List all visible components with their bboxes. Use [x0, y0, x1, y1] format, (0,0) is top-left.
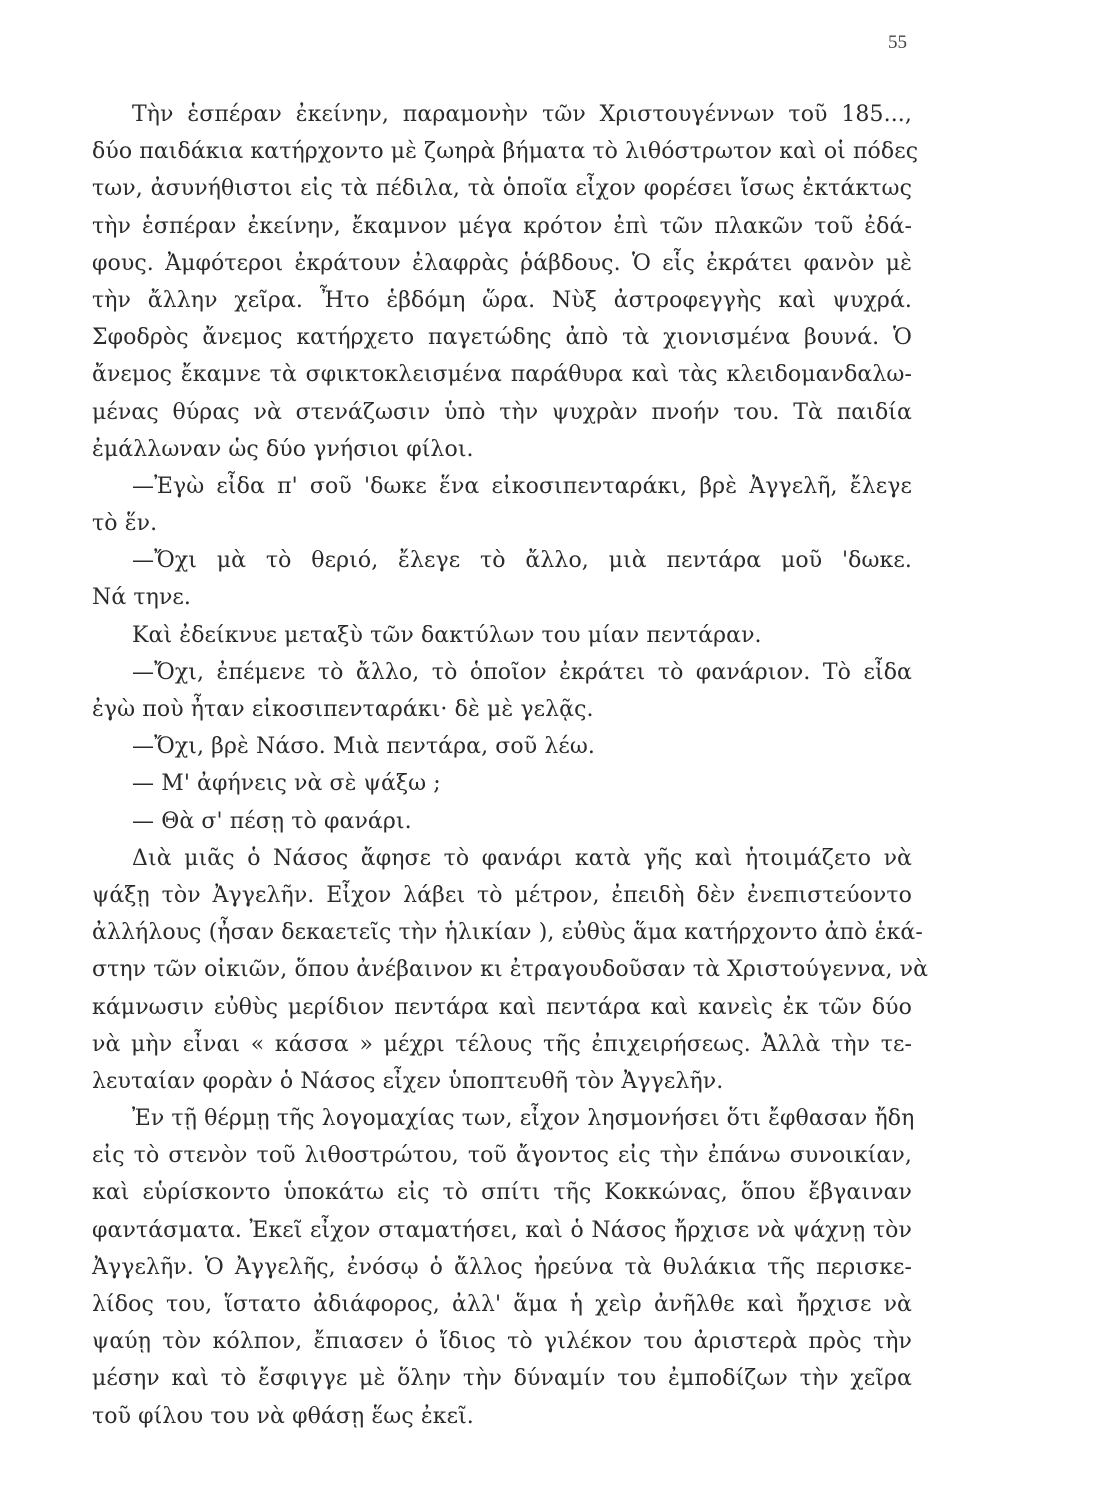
text-line: Σφοδρὸς ἄνεμος κατήρχετο παγετώδης ἀπὸ τὰ χιονισμένα βουνά. Ὁ: [92, 325, 912, 351]
text-line: μέσην καὶ τὸ ἔσφιγγε μὲ ὅλην τὴν δύναμίν του ἐμποδίζων τὴν χεῖρα: [92, 1366, 912, 1392]
text-line: φαντάσματα. Ἐκεῖ εἶχον σταματήσει, καὶ ὁ Νάσος ἤρχισε νὰ ψάχνῃ τὸν: [92, 1217, 912, 1243]
text-line: Ἐν τῇ θέρμῃ τῆς λογομαχίας των, εἶχον λησμονήσει ὅτι ἔφθασαν ἤδη: [132, 1106, 915, 1132]
text-line: ἐμάλλωναν ὡς δύο γνήσιοι φίλοι.: [92, 436, 474, 462]
text-line: — Μ' ἀφήνεις νὰ σὲ ψάξω ;: [132, 771, 441, 797]
text-line: Ἀγγελῆν. Ὁ Ἀγγελῆς, ἐνόσῳ ὁ ἄλλος ἠρεύνα τὰ θυλάκια τῆς περισκε-: [92, 1254, 912, 1280]
text-line: στην τῶν οἰκιῶν, ὅπου ἀνέβαινον κι ἐτραγουδοῦσαν τὰ Χριστούγεννα, νὰ: [92, 957, 929, 983]
text-line: ψάξῃ τὸν Ἀγγελῆν. Εἶχον λάβει τὸ μέτρον, ἐπειδὴ δὲν ἐνεπιστεύοντο: [92, 882, 912, 908]
text-line: φους. Ἀμφότεροι ἐκράτουν ἐλαφρὰς ῥάβδους. Ὁ εἷς ἐκράτει φανὸν μὲ: [92, 250, 912, 276]
text-line: ψαύῃ τὸν κόλπον, ἔπιασεν ὁ ἴδιος τὸ γιλέκον του ἀριστερὰ πρὸς τὴν: [92, 1329, 912, 1355]
text-line: των, ἀσυνήθιστοι εἰς τὰ πέδιλα, τὰ ὁποῖα εἶχον φορέσει ἴσως ἐκτάκτως: [92, 176, 912, 202]
text-line: Νά τηνε.: [92, 585, 192, 611]
text-line: εἰς τὸ στενὸν τοῦ λιθοστρώτου, τοῦ ἄγοντος εἰς τὴν ἐπάνω συνοικίαν,: [92, 1143, 912, 1169]
text-line: καὶ εὑρίσκοντο ὑποκάτω εἰς τὸ σπίτι τῆς Κοκκώνας, ὅπου ἔβγαιναν: [92, 1180, 912, 1206]
text-line: Καὶ ἐδείκνυε μεταξὺ τῶν δακτύλων του μίαν πεντάραν.: [132, 622, 762, 648]
text-line: —Ἐγὼ εἶδα π' σοῦ 'δωκε ἕνα εἰκοσιπενταράκι, βρὲ Ἀγγελῆ, ἔλεγε: [132, 473, 912, 499]
text-line: τοῦ φίλου του νὰ φθάσῃ ἕως ἐκεῖ.: [92, 1403, 474, 1429]
text-line: — Θὰ σ' πέσῃ τὸ φανάρι.: [132, 808, 412, 834]
text-line: ἀλλήλους (ἦσαν δεκαετεῖς τὴν ἡλικίαν ), εὐθὺς ἅμα κατήρχοντο ἀπὸ ἑκά-: [92, 920, 923, 946]
text-line: τὴν ἄλλην χεῖρα. Ἦτο ἑβδόμη ὥρα. Νὺξ ἀστροφεγγὴς καὶ ψυχρά.: [92, 287, 912, 313]
text-line: δύο παιδάκια κατήρχοντο μὲ ζωηρὰ βήματα τὸ λιθόστρωτον καὶ οἱ πόδες: [92, 139, 919, 165]
text-line: λευταίαν φορὰν ὁ Νάσος εἶχεν ὑποπτευθῆ τὸν Ἀγγελῆν.: [92, 1068, 724, 1094]
text-line: —Ὄχι, βρὲ Νάσο. Μιὰ πεντάρα, σοῦ λέω.: [132, 734, 596, 760]
text-line: λίδος του, ἵστατο ἀδιάφορος, ἀλλ' ἅμα ἡ χεὶρ ἀνῆλθε καὶ ἤρχισε νὰ: [92, 1292, 912, 1317]
text-line: ἐγὼ ποὺ ἦταν εἰκοσιπενταράκι· δὲ μὲ γελᾷς.: [92, 697, 594, 722]
text-line: μένας θύρας νὰ στενάζωσιν ὑπὸ τὴν ψυχρὰν πνοήν του. Τὰ παιδία: [92, 399, 912, 425]
body-text: [92, 96, 929, 1435]
text-line: Διὰ μιᾶς ὁ Νάσος ἄφησε τὸ φανάρι κατὰ γῆς καὶ ἡτοιμάζετο νὰ: [132, 845, 912, 871]
text-line: τὴν ἑσπέραν ἐκείνην, ἔκαμνον μέγα κρότον ἐπὶ τῶν πλακῶν τοῦ ἐδά-: [92, 213, 912, 239]
text-line: —Ὄχι μὰ τὸ θεριό, ἔλεγε τὸ ἄλλο, μιὰ πεντάρα μοῦ 'δωκε.: [132, 548, 912, 574]
text-line: τὸ ἕν.: [92, 511, 158, 537]
page-number: 55: [888, 32, 907, 53]
text-line: κάμνωσιν εὐθὺς μερίδιον πεντάρα καὶ πεντάρα καὶ κανεὶς ἐκ τῶν δύο: [92, 994, 912, 1020]
text-line: νὰ μὴν εἶναι « κάσσα » μέχρι τέλους τῆς ἐπιχειρήσεως. Ἀλλὰ τὴν τε-: [92, 1031, 912, 1057]
text-line: —Ὄχι, ἐπέμενε τὸ ἄλλο, τὸ ὁποῖον ἐκράτει τὸ φανάριον. Τὸ εἶδα: [132, 659, 912, 685]
text-line: ἄνεμος ἔκαμνε τὰ σφικτοκλεισμένα παράθυρα καὶ τὰς κλειδομανδαλω-: [92, 362, 912, 388]
text-line: Τὴν ἑσπέραν ἐκείνην, παραμονὴν τῶν Χριστουγέννων τοῦ 185...,: [132, 102, 912, 127]
